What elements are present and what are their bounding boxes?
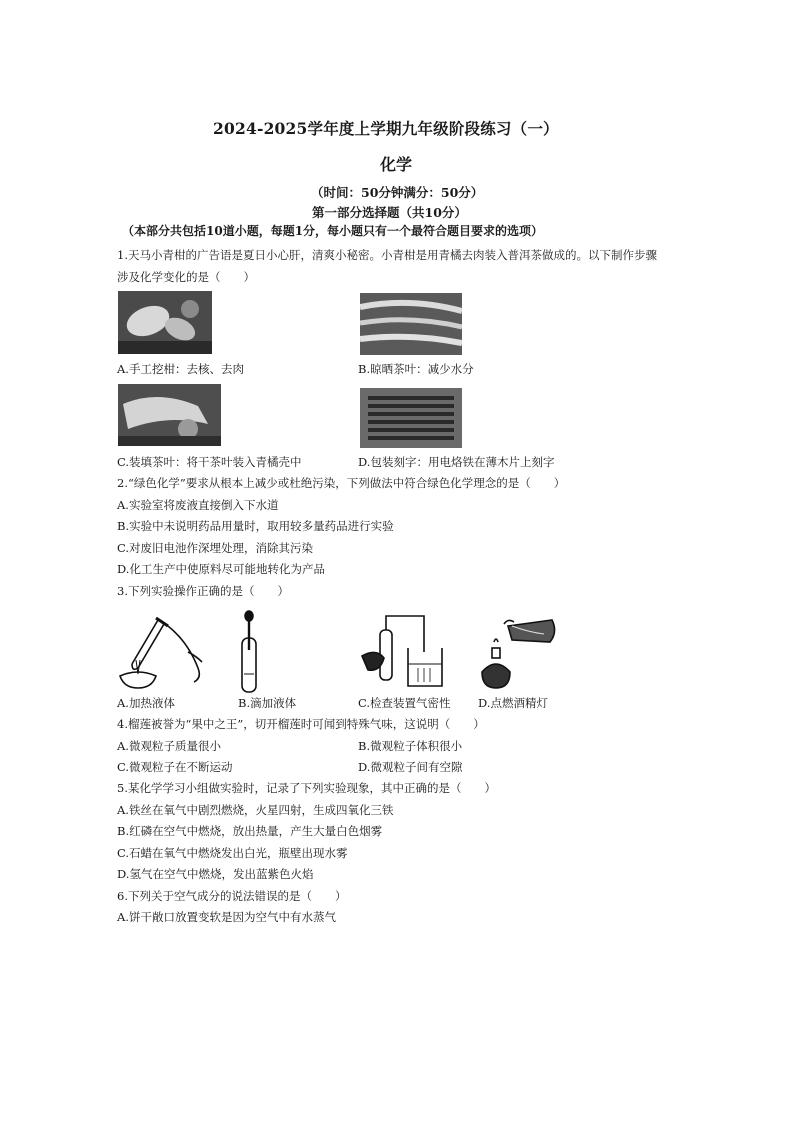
question-3-option-a[interactable]: A.加热液体: [117, 696, 175, 710]
question-5-option-c[interactable]: C.石蜡在氧气中燃烧发出白光，瓶壁出现水雾: [117, 846, 348, 860]
question-3-option-d[interactable]: D.点燃酒精灯: [478, 696, 548, 710]
question-5-option-d[interactable]: D.氢气在空气中燃烧，发出蓝紫色火焰: [117, 867, 314, 881]
photo-hand-peeling-citrus: [118, 291, 212, 354]
question-5-option-a[interactable]: A.铁丝在氧气中剧烈燃烧，火星四射，生成四氧化三铁: [117, 803, 394, 817]
figure-lighting-alcohol-lamp: [468, 612, 560, 692]
question-6-stem: 6.下列关于空气成分的说法错误的是（ ）: [117, 889, 347, 903]
question-2-option-d[interactable]: D.化工生产中使原料尽可能地转化为产品: [117, 562, 325, 576]
part-title: 第一部分选择题（共10分）: [312, 205, 467, 220]
question-4-stem: 4.榴莲被誉为“果中之王”，切开榴莲时可闻到特殊气味，这说明（ ）: [117, 717, 485, 731]
figure-dropping-liquid: [236, 610, 266, 694]
exam-title: 2024-2025学年度上学期九年级阶段练习（一）: [213, 119, 559, 138]
question-4-option-b[interactable]: B.微观粒子体积很小: [358, 739, 463, 753]
photo-drying-tea: [360, 293, 462, 355]
question-1-stem-line-2: 涉及化学变化的是（ ）: [117, 270, 255, 284]
question-1-option-d[interactable]: D.包装刻字：用电烙铁在薄木片上刻字: [358, 455, 555, 469]
question-3-option-b[interactable]: B.滴加液体: [238, 696, 297, 710]
question-3-option-c[interactable]: C.检查装置气密性: [358, 696, 451, 710]
figure-heating-liquid: [118, 612, 210, 692]
figure-airtightness-check: [358, 612, 450, 692]
part-instructions: （本部分共包括10道小题，每题1分，每小题只有一个最符合题目要求的选项）: [122, 224, 544, 238]
question-4-option-d[interactable]: D.微观粒子间有空隙: [358, 760, 463, 774]
question-1-option-a[interactable]: A.手工挖柑：去核、去肉: [117, 362, 244, 376]
question-1-option-b[interactable]: B.晾晒茶叶：减少水分: [358, 362, 474, 376]
question-2-option-a[interactable]: A.实验室将废液直接倒入下水道: [117, 498, 279, 512]
time-info: （时间：50分钟满分：50分）: [311, 185, 484, 200]
question-3-stem: 3.下列实验操作正确的是（ ）: [117, 584, 289, 598]
question-1-stem-line-1: 1.天马小青柑的广告语是夏日小心肝，清爽小秘密。小青柑是用青橘去肉装入普洱茶做成的。以下制作步骤: [117, 248, 657, 262]
question-2-option-b[interactable]: B.实验中未说明药品用量时，取用较多量药品进行实验: [117, 519, 394, 533]
question-4-option-a[interactable]: A.微观粒子质量很小: [117, 739, 221, 753]
subject-title: 化学: [380, 155, 413, 174]
question-2-option-c[interactable]: C.对废旧电池作深埋处理，消除其污染: [117, 541, 314, 555]
question-2-stem: 2.“绿色化学”要求从根本上减少或杜绝污染，下列做法中符合绿色化学理念的是（ ）: [117, 476, 566, 490]
photo-filling-tea: [118, 384, 221, 446]
question-6-option-a[interactable]: A.饼干敞口放置变软是因为空气中有水蒸气: [117, 910, 336, 924]
question-4-option-c[interactable]: C.微观粒子在不断运动: [117, 760, 233, 774]
photo-engraving-wood: [360, 388, 462, 448]
question-5-stem: 5.某化学学习小组做实验时，记录了下列实验现象，其中正确的是（ ）: [117, 781, 496, 795]
question-5-option-b[interactable]: B.红磷在空气中燃烧，放出热量，产生大量白色烟雾: [117, 824, 383, 838]
question-1-option-c[interactable]: C.装填茶叶：将干茶叶装入青橘壳中: [117, 455, 302, 469]
